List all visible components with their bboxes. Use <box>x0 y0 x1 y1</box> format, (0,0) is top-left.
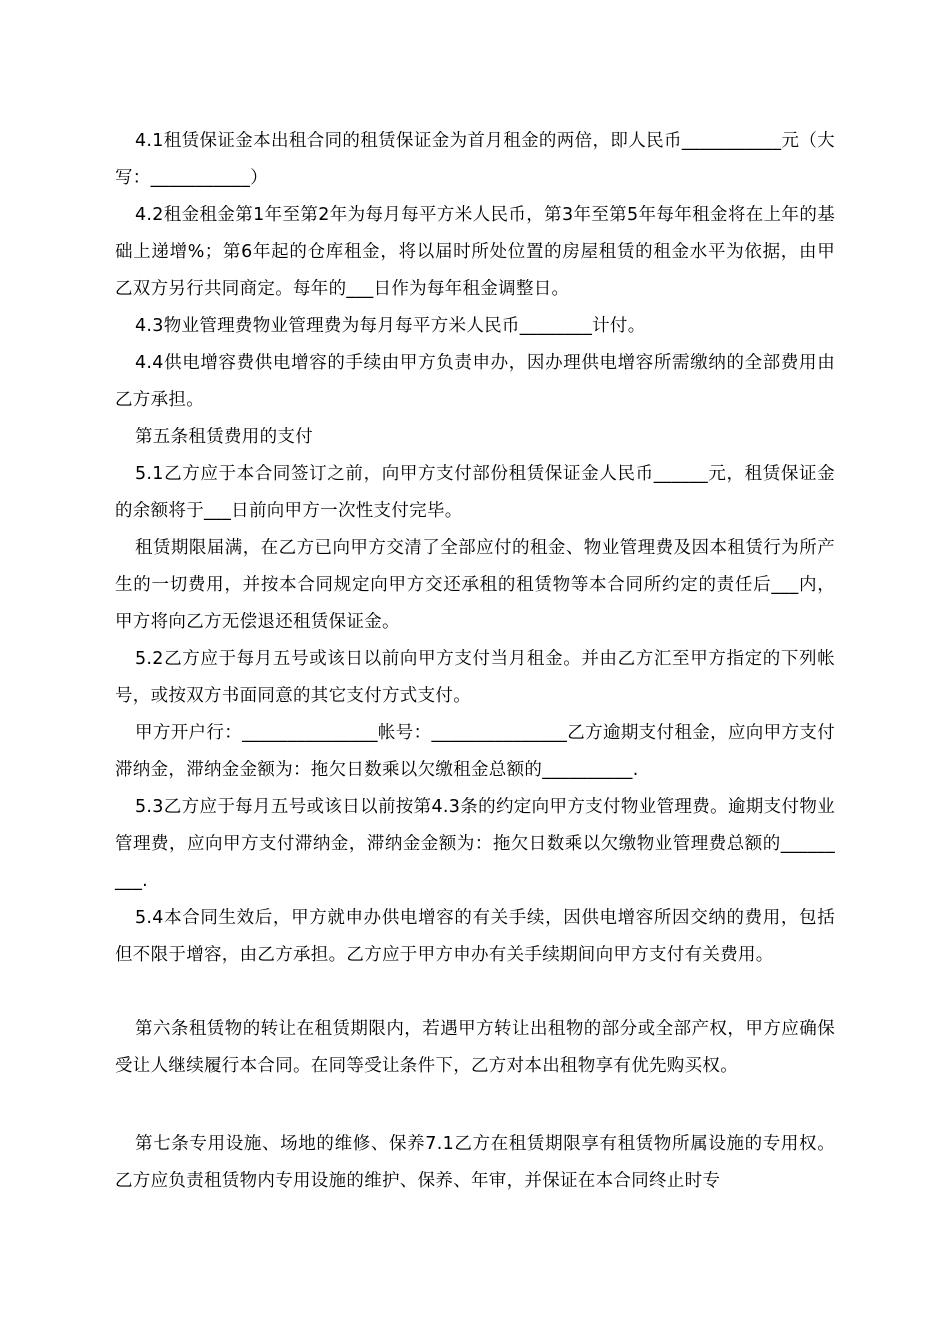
paragraph-4-1-deposit: 4.1租赁保证金本出租合同的租赁保证金为首月租金的两倍，即人民币___________元（大写：___________） <box>115 131 835 188</box>
section-article-7-maintenance: 第七条专用设施、场地的维修、保养7.1乙方在租赁期限享有租赁物所属设施的专用权。乙方应负责租赁物内专用设施的维护、保养、年审，并保证在本合同终止时专 <box>115 1134 835 1191</box>
paragraph-5-3-management-payment: 5.3乙方应于每月五号或该日以前按第4.3条的约定向甲方支付物业管理费。逾期支付物业管理费，应向甲方支付滞纳金，滞纳金金额为：拖欠日数乘以欠缴物业管理费总额的_________. <box>115 797 835 891</box>
section-article-6-transfer: 第六条租赁物的转让在租赁期限内，若遇甲方转让出租物的部分或全部产权，甲方应确保受让人继续履行本合同。在同等受让条件下，乙方对本出租物享有优先购买权。 <box>115 1019 835 1076</box>
paragraph-deposit-refund: 租赁期限届满，在乙方已向甲方交清了全部应付的租金、物业管理费及因本租赁行为所产生的一切费用，并按本合同规定向甲方交还承租的租赁物等本合同所约定的责任后___内，甲方将向乙方无偿退还租赁保证金。 <box>115 538 835 632</box>
paragraph-4-4-power-fee: 4.4供电增容费供电增容的手续由甲方负责申办，因办理供电增容所需缴纳的全部费用由乙方承担。 <box>115 353 835 410</box>
paragraph-4-3-management-fee: 4.3物业管理费物业管理费为每月每平方米人民币________计付。 <box>135 316 646 336</box>
section-heading-article-5: 第五条租赁费用的支付 <box>135 427 313 447</box>
paragraph-5-1-deposit-payment: 5.1乙方应于本合同签订之前，向甲方支付部份租赁保证金人民币______元，租赁保证金的余额将于___日前向甲方一次性支付完毕。 <box>115 464 835 521</box>
paragraph-bank-account: 甲方开户行：_______________帐号：_______________乙方逾期支付租金，应向甲方支付滞纳金，滞纳金金额为：拖欠日数乘以欠缴租金总额的__________. <box>115 723 835 780</box>
paragraph-5-4-power-payment: 5.4本合同生效后，甲方就申办供电增容的有关手续，因供电增容所因交纳的费用，包括但不限于增容，由乙方承担。乙方应于甲方申办有关手续期间向甲方支付有关费用。 <box>115 908 835 965</box>
paragraph-5-2-monthly-rent: 5.2乙方应于每月五号或该日以前向甲方支付当月租金。并由乙方汇至甲方指定的下列帐号，或按双方书面同意的其它支付方式支付。 <box>115 649 835 706</box>
paragraph-4-2-rent: 4.2租金租金第1年至第2年为每月每平方米人民币，第3年至第5年每年租金将在上年的基础上递增%；第6年起的仓库租金，将以届时所处位置的房屋租赁的租金水平为依据，由甲乙双方另行共同商定。每年的___日作为每年租金调整日。 <box>115 205 835 299</box>
